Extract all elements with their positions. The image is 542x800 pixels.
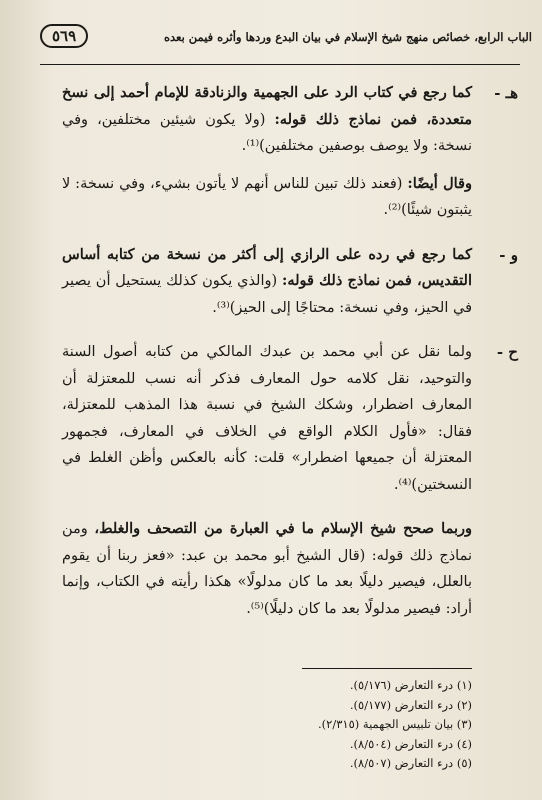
paragraph-lead: وقال أيضًا:: [407, 174, 472, 192]
paragraph-lead: كما رجع في كتاب الرد على الجهمية والزنادقة للإمام أحمد إلى نسخ متعددة، فمن نماذج ذلك قوله:: [62, 84, 472, 128]
footnote: (٥) درء التعارض (٨/٥٠٧).: [349, 756, 472, 770]
paragraph-ha: [62, 339, 518, 498]
page-number: ٥٦٩: [40, 24, 88, 48]
paragraph-body: (فعند ذلك تبين للناس أنهم لا يأتون بشيء، وفي نسخة: لا يثبتون شيئًا)⁽²⁾.: [62, 175, 472, 218]
paragraph-waw: [62, 242, 518, 322]
paragraph-body: (ولا يكون شيئين مختلفين، وفي نسخة: ولا يوصف بوصفين مختلفين)⁽¹⁾.: [62, 111, 472, 154]
paragraph-body: (والذي يكون كذلك يستحيل أن يصير في الحيز، وفي نسخة: محتاجًا إلى الحيز)⁽³⁾.: [62, 273, 472, 316]
paragraph-he: [62, 80, 518, 160]
paragraph-closing: [62, 516, 472, 622]
paragraph-lead: كما رجع في رده على الرازي إلى أكثر من نسخة من كتابه أساس التقديس، فمن نماذج ذلك قوله:: [62, 245, 472, 289]
paragraph-marker: ح -: [496, 343, 518, 361]
paragraph-continued: [62, 171, 472, 224]
running-header: الباب الرابع، خصائص منهج شيخ الإسلام في بيان البدع وردها وأثره فيمن بعده: [163, 30, 532, 44]
footnote: (٢) درء التعارض (٥/١٧٧).: [349, 697, 472, 712]
paragraph-marker: و -: [499, 245, 518, 264]
paragraph-lead: وربما صحح شيخ الإسلام ما في العبارة من التصحف والغلط،: [94, 520, 472, 537]
paragraph-marker: هـ -: [494, 84, 518, 102]
footnote: (١) درء التعارض (٥/١٧٦).: [349, 678, 472, 692]
footnotes-list: [200, 676, 472, 774]
footnote: (٣) بيان تلبيس الجهمية (٢/٣١٥).: [318, 717, 472, 731]
paragraph-body: ومن نماذج ذلك قوله: (قال الشيخ أبو محمد بن عبد: «فعز ربنا أن يقوم بالعلل، فيصير دليلًا بعد ما كان مدلولًا» هكذا رأيته في الكتاب، وإنما أراد: فيصير مدلولًا بعد ما كان دليلًا)⁽⁵⁾.: [62, 521, 472, 617]
footnote-rule: [302, 668, 472, 669]
paragraph-body: ولما نقل عن أبي محمد بن عبدك المالكي من كتابه أصول السنة والتوحيد، نقل كلامه حول المعارف فذكر أنه نسب للمعتزلة أن المعارف اضطرار، وشكك الشيخ في نسبة هذا المذهب للمعتزلة، فقال: «فأول الكلام الواقع في الخلاف في المعارف، فجمهور المعتزلة أن جميعها اضطرار» قلت: كأنه بالعكس وأظن الغلط في النسختين)⁽⁴⁾.: [62, 344, 472, 493]
footnote: (٤) درء التعارض (٨/٥٠٤).: [349, 736, 472, 751]
header-rule: [40, 64, 520, 65]
body-text: [62, 80, 518, 633]
